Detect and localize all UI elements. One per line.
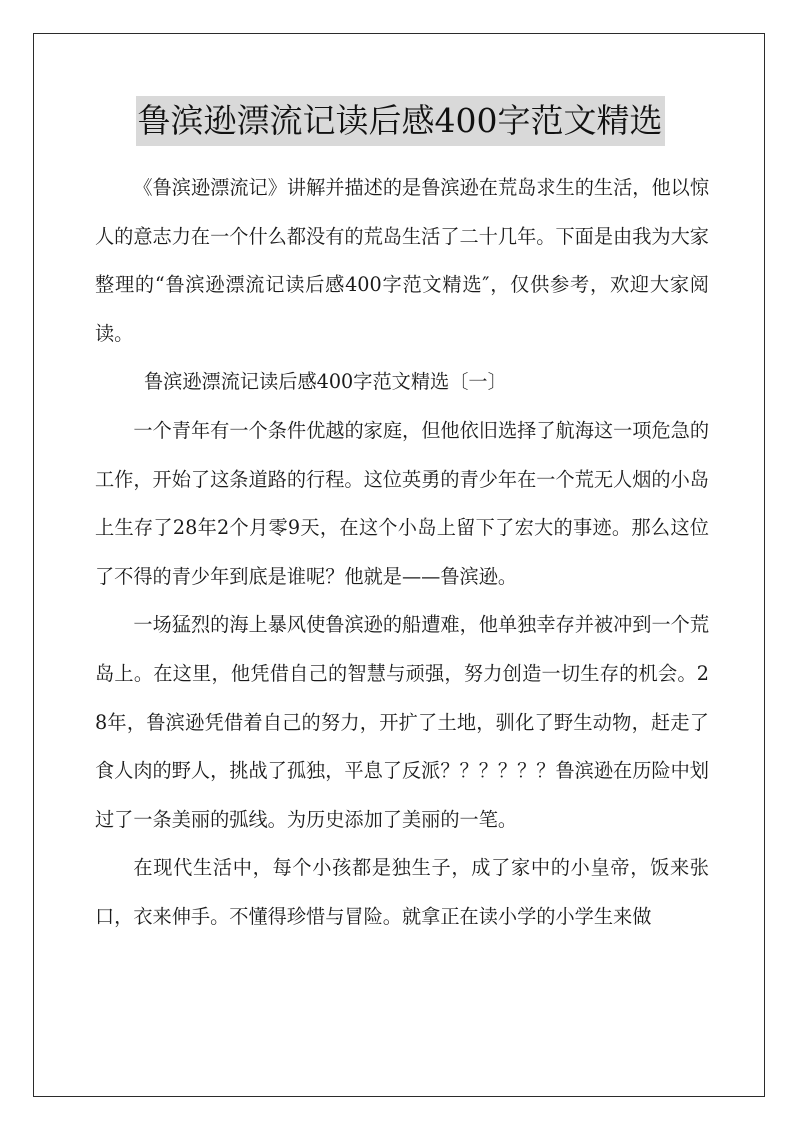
body-paragraph: 在现代生活中，每个小孩都是独生子，成了家中的小皇帝，饭来张口，衣来伸手。不懂得珍惜与冒险。就拿正在读小学的小学生来做 [95,856,709,928]
body-paragraph: 一个青年有一个条件优越的家庭，但他依旧选择了航海这一项危急的工作，开始了这条道路的行程。这位英勇的青少年在一个荒无人烟的小岛上生存了28年2个月零9天，在这个小岛上留下了宏大的事迹。那么这位了不得的青少年到底是谁呢？他就是——鲁滨逊。 [95,418,710,588]
body-paragraph: 一场猛烈的海上暴风使鲁滨逊的船遭难，他单独幸存并被冲到一个荒岛上。在这里，他凭借自己的智慧与顽强，努力创造一切生存的机会。28年，鲁滨逊凭借着自己的努力，开扩了土地，驯化了野生动物，赶走了食人肉的野人，挑战了孤独，平息了反派？？？？？？鲁滨逊在历险中划过了一条美丽的弧线。为历史添加了美丽的一笔。 [95,613,710,831]
section-heading: 鲁滨逊漂流记读后感400字范文精选〔一〕 [143,370,507,394]
document-body [95,164,709,942]
intro-paragraph: 《鲁滨逊漂流记》讲解并描述的是鲁滨逊在荒岛求生的生活，他以惊人的意志力在一个什么都没有的荒岛生活了二十几年。下面是由我为大家整理的“鲁滨逊漂流记读后感400字范文精选″，仅供参考，欢迎大家阅读。 [95,176,710,345]
title-container [0,96,800,146]
document-title: 鲁滨逊漂流记读后感400字范文精选 [136,96,665,146]
